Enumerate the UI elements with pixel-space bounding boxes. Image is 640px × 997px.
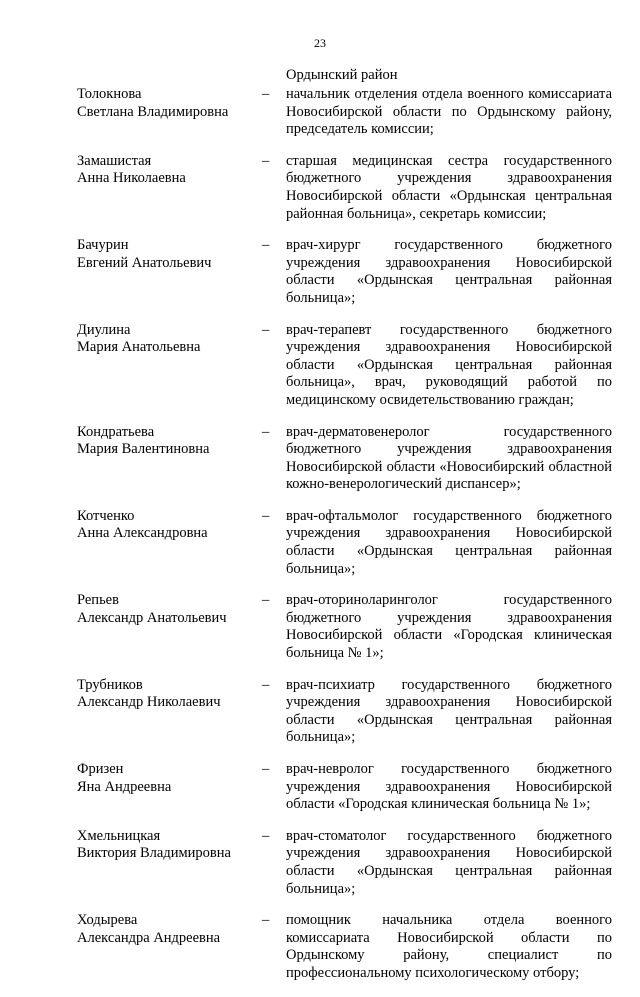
position-line: по медицинскому освидетельствованию граждан; [286,374,613,408]
member-name [77,761,257,796]
member-entry [0,153,640,223]
member-entry [0,237,640,307]
dash-separator: – [262,912,270,929]
member-name [77,912,257,947]
member-surname: Фризен [77,761,124,777]
member-given-names: Яна Андреевна [77,778,172,795]
member-position [286,86,612,139]
position-line: по Ордынскому району, председатель комиссии; [286,103,613,138]
position-line: врач-терапевт государственного бюджетного [286,321,612,338]
position-line: учреждения здравоохранения Новосибирской [286,845,612,862]
member-entry [0,86,640,139]
position-line: учреждения здравоохранения Новосибирской [286,339,612,356]
member-entry [0,912,640,982]
position-line: учреждения здравоохранения Новосибирской [286,778,612,795]
dash-separator: – [262,237,270,254]
member-position [286,828,612,898]
member-entry [0,322,640,410]
position-line: бюджетного учреждения здравоохранения [286,170,612,187]
position-line: областной кожно-венерологический диспансер»; [286,458,612,493]
member-name [77,424,257,459]
member-position [286,153,612,223]
member-entry [0,761,640,814]
member-position [286,508,612,578]
position-line: Новосибирской области «Новосибирский [286,458,545,475]
member-given-names: Александр Анатольевич [77,609,227,626]
position-line: учреждения здравоохранения Новосибирской [286,694,612,711]
member-position [286,592,612,662]
dash-separator: – [262,423,270,440]
member-position [286,322,612,410]
position-line: области «Ордынская центральная районная [286,711,612,728]
member-position [286,761,612,814]
position-line: старшая медицинская сестра государственного [286,152,612,169]
member-name [77,153,257,188]
member-position [286,237,612,307]
member-given-names: Светлана Владимировна [77,103,229,120]
position-line: врач-дерматовенеролог государственного [286,423,612,440]
position-line: комиссариата Новосибирской области [286,929,570,946]
member-given-names: Мария Анатольевна [77,339,201,356]
member-surname: Ходырева [77,912,138,929]
position-line: Новосибирской области «Ордынская центральная [286,187,612,204]
member-name [77,828,257,863]
member-surname: Репьев [77,592,119,609]
member-name [77,677,257,712]
position-line: бюджетного учреждения здравоохранения [286,441,612,458]
position-line: Новосибирской области «Городская клиническая [286,627,612,644]
member-given-names: Евгений Анатольевич [77,254,212,271]
district-title: Ордынский район [286,67,398,83]
position-line: врач-оториноларинголог государственного [286,592,612,609]
member-name [77,592,257,627]
member-given-names: Виктория Владимировна [77,845,231,862]
position-line: начальник отделения отдела военного [286,86,524,102]
member-position [286,912,612,982]
member-name [77,86,257,121]
member-given-names: Мария Валентиновна [77,441,210,458]
member-surname: Замашистая [77,152,152,169]
member-given-names: Анна Николаевна [77,170,186,187]
position-line: больница»; [286,560,356,577]
member-given-names: Александра Андреевна [77,929,221,946]
position-line: врач-стоматолог государственного бюджетного [286,827,612,844]
position-line: профессиональному психологическому отбору; [286,964,580,981]
position-line: больница», врач, руководящий работой [286,374,578,391]
position-line: области «Ордынская центральная районная [286,272,612,289]
member-surname: Трубников [77,676,143,693]
position-line: врач-хирург государственного бюджетного [286,237,612,254]
position-line: учреждения здравоохранения Новосибирской [286,254,612,271]
member-surname: Бачурин [77,237,129,254]
dash-separator: – [262,676,270,693]
member-entry [0,592,640,662]
member-surname: Диулина [77,321,131,338]
page-number: 23 [314,36,326,50]
position-line: врач-психиатр государственного бюджетного [286,676,612,693]
dash-separator: – [262,86,270,102]
member-surname: Кондратьева [77,423,155,440]
position-line: помощник начальника отдела военного [286,912,612,929]
member-surname: Котченко [77,507,135,524]
member-surname: Толокнова [77,86,142,102]
member-name [77,322,257,357]
commission-member-list [0,86,640,997]
position-line: области «Ордынская центральная районная [286,862,612,879]
dash-separator: – [262,761,270,777]
position-line: области «Ордынская центральная районная [286,356,612,373]
member-name [77,237,257,272]
position-line: больница»; [286,289,356,306]
position-line: врач-невролог государственного бюджетного [286,761,612,777]
dash-separator: – [262,321,270,338]
member-given-names: Анна Александровна [77,525,208,542]
member-entry [0,424,640,494]
position-line: больница № 1»; [286,645,384,662]
position-line: районная больница», секретарь комиссии; [286,205,547,222]
member-given-names: Александр Николаевич [77,694,221,711]
member-entry [0,828,640,898]
dash-separator: – [262,152,270,169]
dash-separator: – [262,507,270,524]
member-name [77,508,257,543]
position-line: больница»; [286,729,356,746]
member-entry [0,508,640,578]
position-line: больница»; [286,880,356,897]
member-surname: Хмельницкая [77,827,161,844]
position-line: врач-офтальмолог государственного бюджетного [286,507,612,524]
dash-separator: – [262,827,270,844]
position-line: комиссариата Новосибирской области [286,86,613,120]
member-position [286,424,612,494]
member-position [286,677,612,747]
position-line: по Ордынскому району, специалист по [286,929,613,964]
position-line: области «Городская клиническая больница № 1»; [286,796,591,813]
member-entry [0,677,640,747]
position-line: бюджетного учреждения здравоохранения [286,609,612,626]
position-line: учреждения здравоохранения Новосибирской [286,525,612,542]
position-line: области «Ордынская центральная районная [286,543,612,560]
dash-separator: – [262,592,270,609]
